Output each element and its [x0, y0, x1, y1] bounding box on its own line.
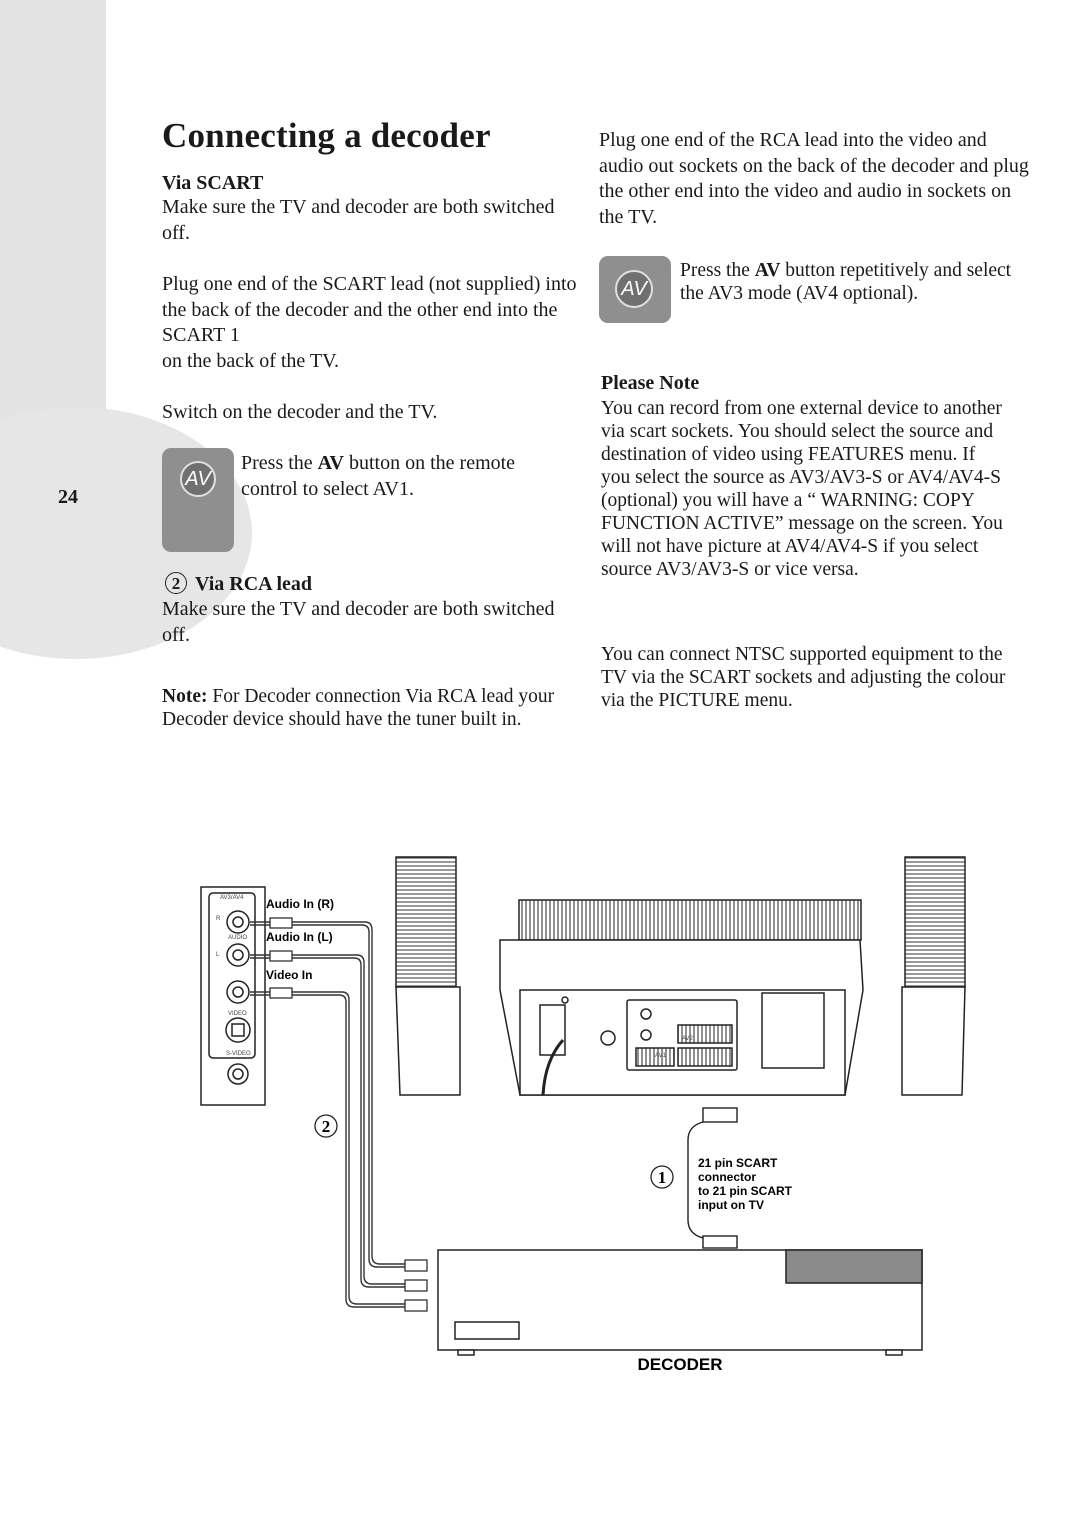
scart-heading: Via SCART — [162, 172, 264, 194]
step-number-2: 2 — [165, 572, 187, 594]
audio-in-r-label: Audio In (R) — [266, 897, 334, 911]
panel-l: L — [216, 952, 220, 958]
scart-note-line1: 21 pin SCART — [698, 1156, 778, 1170]
ntsc-text: You can connect NTSC supported equipment to the TV via the SCART sockets and adjusting the colour via the PICTURE menu. — [601, 644, 1006, 711]
right-av-pre: Press the — [680, 260, 755, 281]
av-icon: AV — [615, 270, 653, 308]
scart-note-line3: to 21 pin SCART — [698, 1184, 793, 1198]
tv-back — [396, 857, 965, 1095]
scart-para2-line1: Plug one end of the SCART lead (not supplied) into the back of the decoder and the other end into the SCART 1 — [162, 273, 577, 346]
scart-label-av2: AV2 — [682, 1036, 693, 1042]
panel-video: VIDEO — [228, 1011, 247, 1017]
step-1-number: 1 — [657, 1168, 667, 1187]
page-title: Connecting a decoder — [162, 116, 491, 155]
scart-para3: Switch on the decoder and the TV. — [162, 401, 438, 423]
please-note-text: You can record from one external device to another via scart sockets. You should select the source and destination of video using FEATURES menu. If you select the source as AV3/AV3-S or AV4/AV4-S (optional) you will have a “ WARNING: COPY FUNCTION ACTIVE” message on the screen. You will not have picture at AV4/AV4-S if you select source AV3/AV3-S or vice versa. — [601, 398, 1003, 580]
decoder-box — [438, 1250, 922, 1355]
right-para1: Plug one end of the RCA lead into the video and audio out sockets on the back of the decoder and plug the other end into the video and audio in sockets on the TV. — [599, 129, 1029, 228]
av-icon: AV — [180, 461, 216, 497]
right-av-bold: AV — [754, 260, 781, 281]
rca-para1: Make sure the TV and decoder are both switched off. — [162, 598, 555, 646]
scart-av-bold: AV — [317, 452, 344, 474]
scart-note-line2: connector — [698, 1170, 757, 1184]
scart-para2-line2: on the back of the TV. — [162, 349, 340, 372]
audio-in-l-label: Audio In (L) — [266, 930, 333, 944]
side-av-panel — [201, 887, 265, 1105]
right-av-post: button repetitively and select the AV3 mode (AV4 optional). — [680, 260, 1012, 304]
step-2-marker — [315, 1115, 337, 1137]
scart-label-av1: AV1 — [655, 1053, 666, 1059]
panel-label: AV3/AV4 — [220, 895, 244, 901]
panel-svideo: S-VIDEO — [226, 1051, 251, 1057]
panel-audio: AUDIO — [228, 935, 248, 941]
panel-r: R — [216, 916, 221, 922]
scart-av-post: button on the remote control to select AV1. — [241, 452, 516, 500]
page-number: 24 — [58, 486, 78, 508]
rca-heading-text: Via RCA lead — [195, 573, 313, 595]
step-2-number: 2 — [321, 1117, 331, 1136]
step-1-marker — [651, 1166, 673, 1188]
scart-note-line4: input on TV — [698, 1198, 764, 1212]
rca-note-label: Note: — [162, 686, 208, 707]
video-in-label: Video In — [266, 968, 313, 982]
scart-av-pre: Press the — [241, 452, 318, 474]
please-note-heading: Please Note — [601, 372, 700, 394]
rca-note-text: For Decoder connection Via RCA lead your Decoder device should have the tuner built in. — [162, 686, 555, 730]
decoder-label: DECODER — [637, 1355, 723, 1374]
scart-para1: Make sure the TV and decoder are both switched off. — [162, 196, 555, 244]
